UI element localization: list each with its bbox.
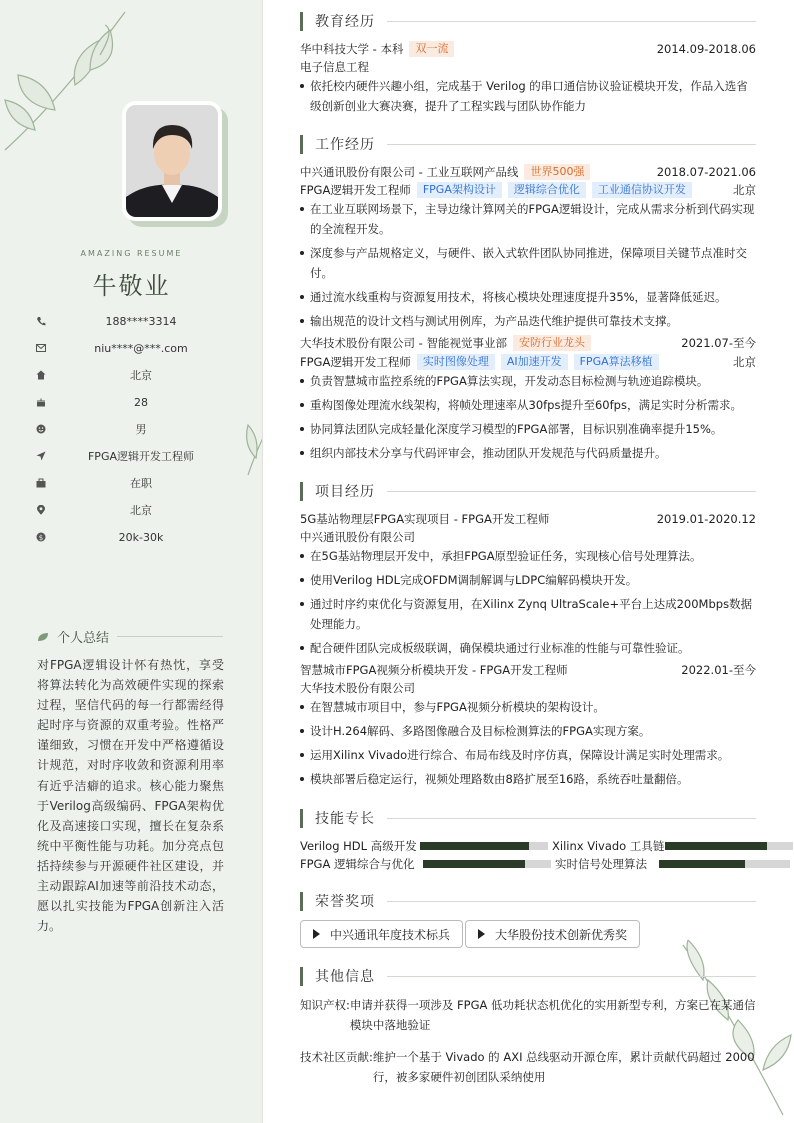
money-icon	[36, 532, 46, 542]
list-item: 协同算法团队完成轻量化深度学习模型的FPGA部署，目标识别准确率提升15%。	[300, 419, 755, 439]
job-date: 2018.07-2021.06	[656, 165, 756, 179]
list-item: 运用Xilinx Vivado进行综合、布局布线及时序仿真，保障设计满足实时处理需求。	[300, 745, 755, 765]
project-date: 2022.01-至今	[681, 663, 756, 677]
cake-icon	[36, 397, 46, 407]
skill-bar	[420, 842, 548, 850]
skill-tag: 工业通信协议开发	[592, 182, 692, 198]
company-name: 中兴通讯股份有限公司 - 工业互联网产品线	[300, 165, 519, 179]
leaf-icon	[37, 632, 49, 642]
location-pin-icon	[36, 505, 46, 515]
face-icon	[36, 424, 46, 434]
person-name: 牛敬业	[92, 272, 171, 300]
section-projects: 项目经历	[300, 481, 756, 501]
info-salary: $ 20k-30k	[36, 527, 236, 547]
play-icon	[478, 929, 485, 939]
info-phone: 188****3314	[36, 311, 236, 331]
list-item: 依托校内硬件兴趣小组，完成基于 Verilog 的串口通信协议验证模块开发，作品入选省级创新创业大赛决赛，提升了工程实践与团队协作能力	[300, 76, 755, 116]
skill-tag: AI加速开发	[501, 354, 568, 370]
info-location: 北京	[36, 500, 236, 520]
list-item: 组织内部技术分享与代码评审会，推动团队开发规范与代码质量提升。	[300, 443, 755, 463]
project-org: 大华技术股份有限公司	[300, 681, 415, 695]
briefcase-icon	[36, 478, 46, 488]
education-major: 电子信息工程	[300, 60, 369, 74]
skill-bar	[423, 860, 551, 868]
award-item: 中兴通讯年度技术标兵	[300, 920, 463, 948]
job-city: 北京	[733, 355, 756, 369]
avatar	[122, 101, 222, 221]
list-item: 在工业互联网场景下，主导边缘计算网关的FPGA逻辑设计，完成从需求分析到代码实现的全流程开发。	[300, 199, 755, 239]
home-icon	[36, 370, 46, 380]
list-item: 重构图像处理流水线架构，将帧处理速率从30fps提升至60fps，满足实时分析需求。	[300, 395, 755, 415]
skill-bar	[659, 860, 790, 868]
skill-name: 实时信号处理算法	[555, 857, 647, 871]
summary-text: 对FPGA逻辑设计怀有热忱，享受将算法转化为高效硬件实现的探索过程，坚信代码的每一行都需经得起时序与资源的双重考验。性格严谨细致，习惯在开发中严格遵循设计规范，对时序收敛和资源利用率有近乎洁癖的追求。核心能力聚焦于Verilog高级编码、FPGA架构优化及高速接口实现，擅长在复杂系统中平衡性能与功耗。加分亮点包括持续参与开源硬件社区建设，并主动跟踪AI加速等前沿技术动态，愿以扎实技能为FPGA创新注入活力。	[37, 658, 224, 934]
job-city: 北京	[733, 183, 756, 197]
leaf-decoration-icon	[238, 380, 263, 480]
company-badge: 世界500强	[524, 164, 590, 180]
education-header	[300, 40, 756, 58]
list-item: 通过流水线重构与资源复用技术，将核心模块处理速度提升35%，显著降低延迟。	[300, 287, 755, 307]
job-role-row	[300, 181, 756, 199]
list-item: 输出规范的设计文档与测试用例库，为产品迭代维护提供可靠技术支撑。	[300, 311, 755, 331]
education-date: 2014.09-2018.06	[656, 42, 756, 56]
list-item: 设计H.264解码、多路图像融合及目标检测算法的FPGA实现方案。	[300, 721, 755, 741]
project-name: 5G基站物理层FPGA实现项目 - FPGA开发工程师	[300, 512, 550, 526]
list-item: 负责智慧城市监控系统的FPGA算法实现，开发动态目标检测与轨迹追踪模块。	[300, 371, 755, 391]
list-item: 配合硬件团队完成板级联调，确保模块通过行业标准的性能与可靠性验证。	[300, 638, 755, 658]
award-item: 大华股份技术创新优秀奖	[465, 920, 640, 948]
job-role: FPGA逻辑开发工程师	[300, 355, 411, 369]
skill-tag: 实时图像处理	[417, 354, 495, 370]
school-badge: 双一流	[409, 41, 454, 57]
skill-name: Verilog HDL 高级开发	[300, 839, 417, 853]
summary-title: 个人总结	[57, 631, 110, 646]
other-value: 申请并获得一项涉及 FPGA 低功耗状态机优化的实用新型专利，方案已在某通信模块中落地验证	[349, 998, 756, 1032]
company-name: 大华技术股份有限公司 - 智能视觉事业部	[300, 336, 507, 350]
job-role: FPGA逻辑开发工程师	[300, 183, 411, 197]
tagline: AMAZING RESUME	[80, 249, 183, 258]
list-item: 模块部署后稳定运行，视频处理路数由8路扩展至16路，系统吞吐量翻倍。	[300, 769, 755, 789]
section-education: 教育经历	[300, 11, 756, 31]
list-item: 通过时序约束优化与资源复用，在Xilinx Zynq UltraScale+平台上达成200Mbps数据处理能力。	[300, 594, 755, 634]
info-home: 北京	[36, 365, 236, 385]
info-email: niu****@***.com	[36, 338, 236, 358]
skill-name: Xilinx Vivado 工具链	[552, 839, 665, 853]
main-content	[263, 0, 794, 1123]
other-key: 技术社区贡献:	[300, 1050, 373, 1064]
section-other: 其他信息	[300, 966, 756, 986]
list-item: 在5G基站物理层开发中，承担FPGA原型验证任务，实现核心信号处理算法。	[300, 546, 755, 566]
info-age: 28	[36, 392, 236, 412]
project-header	[300, 510, 756, 528]
skill-name: FPGA 逻辑综合与优化	[300, 857, 415, 871]
project-header	[300, 661, 756, 679]
info-position: FPGA逻辑开发工程师	[36, 446, 236, 466]
job-header	[300, 163, 756, 181]
other-value: 维护一个基于 Vivado 的 AXI 总线驱动开源仓库，累计贡献代码超过 2000 行，被多家硬件初创团队采纳使用	[372, 1050, 755, 1084]
other-item	[300, 995, 760, 1035]
project-org: 中兴通讯股份有限公司	[300, 530, 415, 544]
svg-text:$: $	[38, 534, 44, 542]
school-name: 华中科技大学 - 本科	[300, 42, 404, 56]
section-awards: 荣誉奖项	[300, 891, 756, 911]
other-key: 知识产权:	[300, 998, 350, 1012]
project-name: 智慧城市FPGA视频分析模块开发 - FPGA开发工程师	[300, 663, 568, 677]
project-date: 2019.01-2020.12	[656, 512, 756, 526]
other-item	[300, 1047, 760, 1087]
summary-header	[37, 627, 223, 646]
job-role-row	[300, 353, 756, 371]
section-work: 工作经历	[300, 134, 756, 154]
info-gender: 男	[36, 419, 236, 439]
info-status: 在职	[36, 473, 236, 493]
list-item: 使用Verilog HDL完成OFDM调制解调与LDPC编解码模块开发。	[300, 570, 755, 590]
send-icon	[36, 451, 46, 461]
play-icon	[313, 929, 320, 939]
mail-icon	[36, 343, 46, 353]
skill-tag: FPGA算法移植	[574, 354, 659, 370]
section-skills: 技能专长	[300, 808, 756, 828]
phone-icon	[36, 316, 46, 326]
sidebar	[0, 0, 263, 1123]
skill-tag: 逻辑综合优化	[508, 182, 586, 198]
job-header	[300, 334, 756, 352]
skill-tag: FPGA架构设计	[417, 182, 502, 198]
company-badge: 安防行业龙头	[513, 335, 591, 351]
skill-bar	[665, 842, 793, 850]
list-item: 在智慧城市项目中，参与FPGA视频分析模块的架构设计。	[300, 697, 755, 717]
job-date: 2021.07-至今	[681, 336, 756, 350]
list-item: 深度参与产品规格定义，与硬件、嵌入式软件团队协同推进，保障项目关键节点准时交付。	[300, 243, 755, 283]
